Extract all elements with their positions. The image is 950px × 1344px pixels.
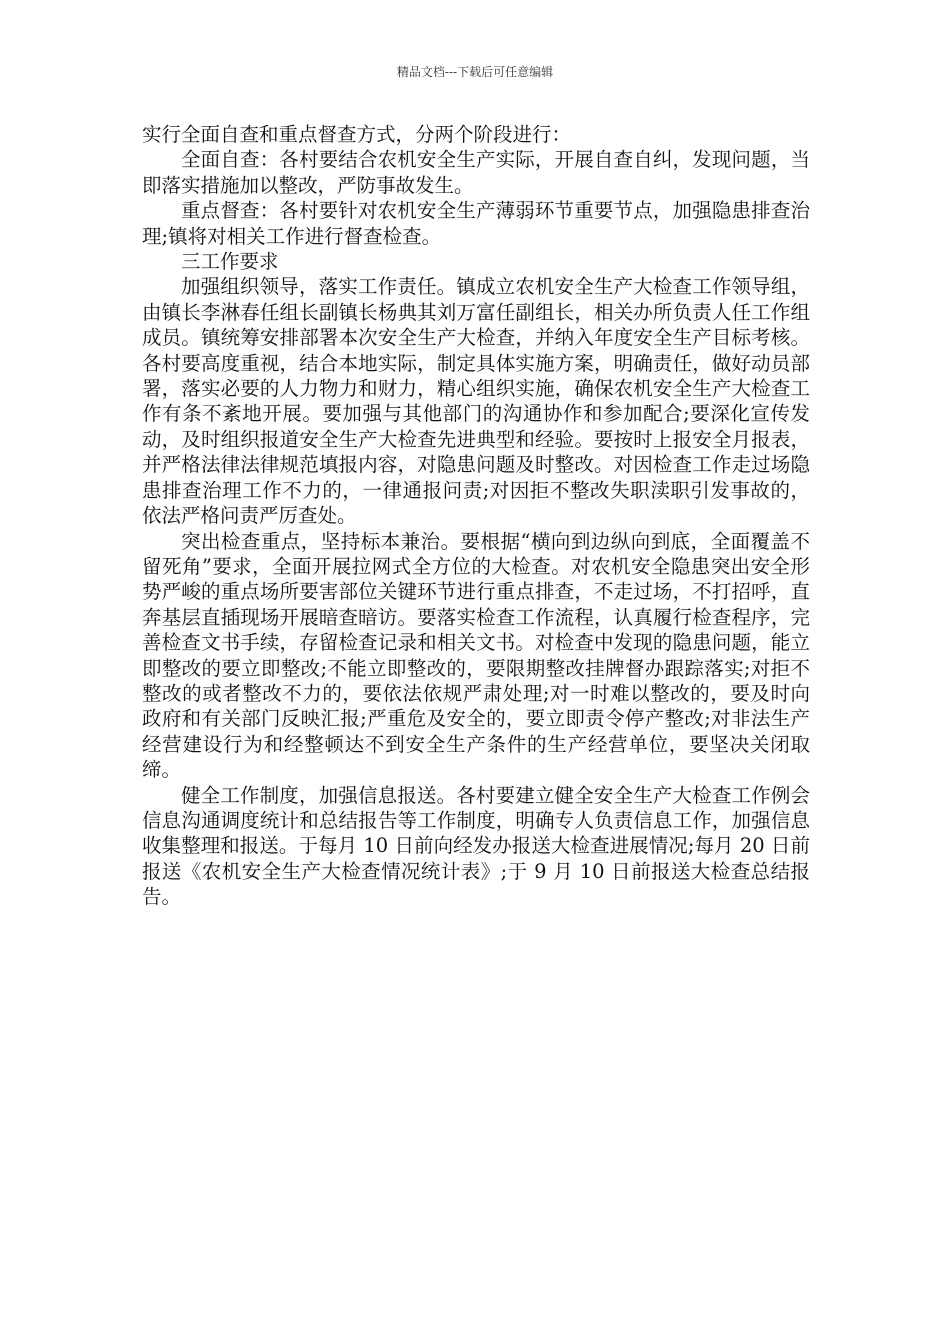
document-body xyxy=(142,122,810,910)
paragraph-key-supervision: 重点督查：各村要针对农机安全生产薄弱环节重要节点，加强隐患排查治理;镇将对相关工作进行督查检查。 xyxy=(142,199,810,248)
paragraph-work-system: 健全工作制度，加强信息报送。各村要建立健全安全生产大检查工作例会信息沟通调度统计和总结报告等工作制度，明确专人负责信息工作，加强信息收集整理和报送。于每月 10 日前向经发办报送大检查进展情况;每月 20 日前报送《农机安全生产大检查情况统计表》;于 9 月 10 日前报送大检查总结报告。 xyxy=(142,783,810,909)
paragraph-organization-leadership: 加强组织领导，落实工作责任。镇成立农机安全生产大检查工作领导组，由镇长李淋春任组长副镇长杨典其刘万富任副组长，相关办所负责人任工作组成员。镇统筹安排部署本次安全生产大检查，并纳入年度安全生产目标考核。各村要高度重视，结合本地实际，制定具体实施方案，明确责任，做好动员部署，落实必要的人力物力和财力，精心组织实施，确保农机安全生产大检查工作有条不紊地开展。要加强与其他部门的沟通协作和参加配合;要深化宣传发动，及时组织报道安全生产大检查先进典型和经验。要按时上报安全月报表，并严格法律法律规范填报内容，对隐患问题及时整改。对因检查工作走过场隐患排查治理工作不力的，一律通报问责;对因拒不整改失职渎职引发事故的，依法严格问责严厉查处。 xyxy=(142,275,810,528)
paragraph-full-self-inspection: 全面自查：各村要结合农机安全生产实际，开展自查自纠，发现问题，当即落实措施加以整改，严防事故发生。 xyxy=(142,148,810,197)
page-header: 精品文档---下载后可任意编辑 xyxy=(396,65,554,79)
section-heading-work-requirements: 三工作要求 xyxy=(181,250,279,274)
paragraph-intro: 实行全面自查和重点督查方式，分两个阶段进行： xyxy=(142,123,572,146)
paragraph-inspection-focus: 突出检查重点，坚持标本兼治。要根据“横向到边纵向到底，全面覆盖不留死角”要求，全面开展拉网式全方位的大检查。对农机安全隐患突出安全形势严峻的重点场所要害部位关键环节进行重点排查，不走过场，不打招呼，直奔基层直插现场开展暗查暗访。要落实检查工作流程，认真履行检查程序，完善检查文书手续，存留检查记录和相关文书。对检查中发现的隐患问题，能立即整改的要立即整改;不能立即整改的，要限期整改挂牌督办跟踪落实;对拒不整改的或者整改不力的，要依法依规严肃处理;对一时难以整改的，要及时向政府和有关部门反映汇报;严重危及安全的，要立即责令停产整改;对非法生产经营建设行为和经整顿达不到安全生产条件的生产经营单位，要坚决关闭取缔。 xyxy=(142,529,810,782)
